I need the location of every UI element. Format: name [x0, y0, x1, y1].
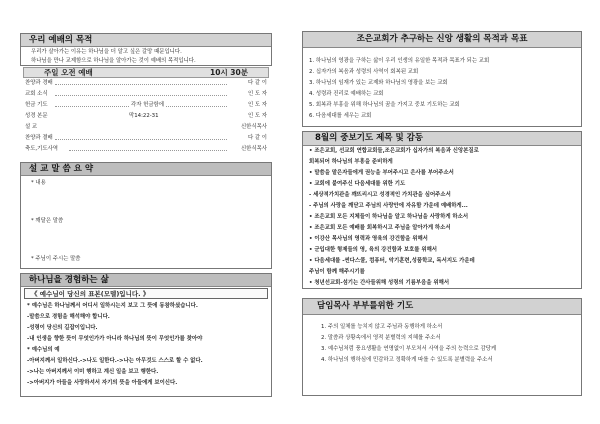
- experience-line: -아버지께서 일하신다.->나도 일한다.->나는 아무것도 스스로 할 수 없다.: [27, 358, 203, 364]
- prayer-line: • 다음세대를 -썬다스쿨, 컴퓨터, 악기훈련,성품학교, 독서지도 가운데: [309, 258, 475, 264]
- section-title: 설 교 말 씀 요 약: [21, 163, 271, 176]
- prayer-line: • 말씀을 맡은자들에게 권능을 부어주시고 은사를 부어주소서: [309, 170, 454, 176]
- section-title: 8월의 중보기도 제목 및 감동: [303, 132, 581, 146]
- order-row: 찬양과 경배 다 같 이: [25, 80, 267, 86]
- goal-item: 5. 회복과 부흥을 위해 하나님의 꿈을 가지고 중보 기도하는 교회: [309, 102, 460, 108]
- service-header: [23, 67, 269, 78]
- experience-line: -내 인생을 향한 뜻이 무엇인가가 아니라 하나님의 뜻이 무엇인가를 찾아야: [27, 336, 203, 342]
- prayer-line: • 조은교회 모든 지체들이 하나님을 알고 하나님을 사랑하게 하소서: [309, 214, 469, 220]
- section-title: 우리 예배의 목적: [21, 34, 271, 47]
- order-row: 축도,기도사역 신한식목사: [25, 146, 267, 152]
- prayer-line: • 청년선교회-섬기는 간사들위해 성령의 기름부음을 위해서: [309, 280, 450, 286]
- goal-item: 4. 성령과 진리로 예배하는 교회: [309, 91, 384, 97]
- prayer-line: • 교회에 붙여주신 다음세대를 위한 기도: [309, 181, 406, 187]
- order-row: 헌금 기도 각자 헌금함에 인 도 자: [25, 102, 267, 108]
- prayer-line: • 군입대한 형제들의 영, 육의 강건함과 보호를 위해서: [309, 247, 437, 253]
- prayer-line: - 주님의 사랑을 깨닫고 주님의 사랑안에 자유함 가운데 예배하게...: [309, 203, 468, 209]
- order-row: 설 교 신한식목사: [25, 124, 267, 130]
- section-title: 담임목사 부부를위한 기도: [303, 299, 581, 315]
- prayer-line: 주님이 함께 해주시기를: [309, 269, 365, 275]
- goal-item: 1. 하나님의 영광을 구하는 삶이 우리 인생의 유일한 목적과 목표가 되는 교회: [309, 58, 490, 64]
- goal-item: 6. 다음세대를 세우는 교회: [309, 113, 372, 119]
- experience-line: -말씀으로 경험을 해석해야 합니다.: [27, 314, 110, 320]
- prayer-line: • 조은교회 모든 예배를 회복하시고 주님을 알아가게 하소서: [309, 225, 451, 231]
- section-title: 조은교회가 추구하는 신앙 생활의 목적과 목표: [303, 32, 581, 48]
- prayer-line: - 세상적가치관을 깨뜨리시고 성경적인 가치관을 심어주소서: [309, 192, 451, 198]
- pastor-prayer-item: 4. 하나님의 행하심에 민감하고 정확하게 따를 수 있도록 분별력을 주소서: [321, 357, 493, 363]
- goal-item: 3. 하나님의 임재가 있는 교제와 하나님의 영광을 보는 교회: [309, 80, 448, 86]
- experience-section: [20, 273, 272, 397]
- prayer-line: • 조은교회, 선교회 연합교회들,조은교회가 십자가의 복음과 신앙본질로: [309, 148, 479, 154]
- order-row: 성경 본문 막14:22-31 인 도 자: [25, 113, 267, 119]
- worship-purpose-section: [20, 33, 272, 66]
- purpose-line: 우리가 살아가는 이유는 하나님을 더 알고 싶은 갈망 때문입니다.: [31, 49, 182, 55]
- prayer-line: 회복되어 하나님의 부흥을 준비하게: [309, 159, 393, 165]
- experience-line: ->나는 아버지께서 이미 행하고 계신 일을 보고 행한다.: [27, 369, 159, 375]
- experience-subtitle: 《 예수님이 당신의 표본(모델)입니다. 》: [24, 288, 268, 299]
- pastor-prayer-item: 2. 말씀과 상황속에서 영적 분별력의 지혜를 주소서: [321, 335, 441, 341]
- pastor-prayer-item: 1. 주의 일체를 능치지 않고 주님과 동행하게 하소서: [321, 324, 443, 330]
- service-title: 주일 오전 예배: [44, 68, 93, 77]
- experience-line: -성령이 당신의 길잡이입니다.: [27, 325, 98, 331]
- church-goals-section: [302, 31, 582, 127]
- pastor-prayer-section: [302, 298, 582, 396]
- pastor-prayer-item: 3. 예수님처럼 풍요생활을 연명없이 부모처서 사역을 주의 능력으로 감당케: [321, 346, 497, 352]
- intercession-section: [302, 131, 582, 289]
- sermon-note-label: * 주님이 주시는 말씀: [31, 256, 81, 262]
- sermon-note-label: * 깨달은 말씀: [31, 218, 64, 224]
- sunday-service-section: [20, 67, 272, 160]
- prayer-line: • 이강산 목사님의 영력과 영육의 강건함을 위해서: [309, 236, 428, 242]
- sermon-summary-section: [20, 162, 272, 269]
- purpose-line: 하나님을 만나 교제함으로 하나님을 알아가는 것이 예배의 목적입니다.: [31, 58, 196, 64]
- goal-item: 2. 십자가의 복음과 성령의 사역이 회복된 교회: [309, 69, 419, 75]
- experience-line: * 예수님은 하나님께서 어디서 일하시는지 보고 그 뜻에 동참하셨습니다.: [27, 303, 198, 309]
- sermon-note-label: * 내용: [31, 180, 46, 186]
- section-title: 하나님을 경험하는 삶: [21, 274, 271, 287]
- experience-line: * 예수님의 예: [27, 347, 60, 353]
- experience-line: ->아버지가 아들을 사랑하셔서 자기의 뜻을 아들에게 보이신다.: [27, 380, 178, 386]
- order-row: 찬양과 결배 다 같 이: [25, 135, 267, 141]
- service-time: 10시 30분: [210, 68, 248, 77]
- order-row: 교회 소식 인 도 자: [25, 91, 267, 97]
